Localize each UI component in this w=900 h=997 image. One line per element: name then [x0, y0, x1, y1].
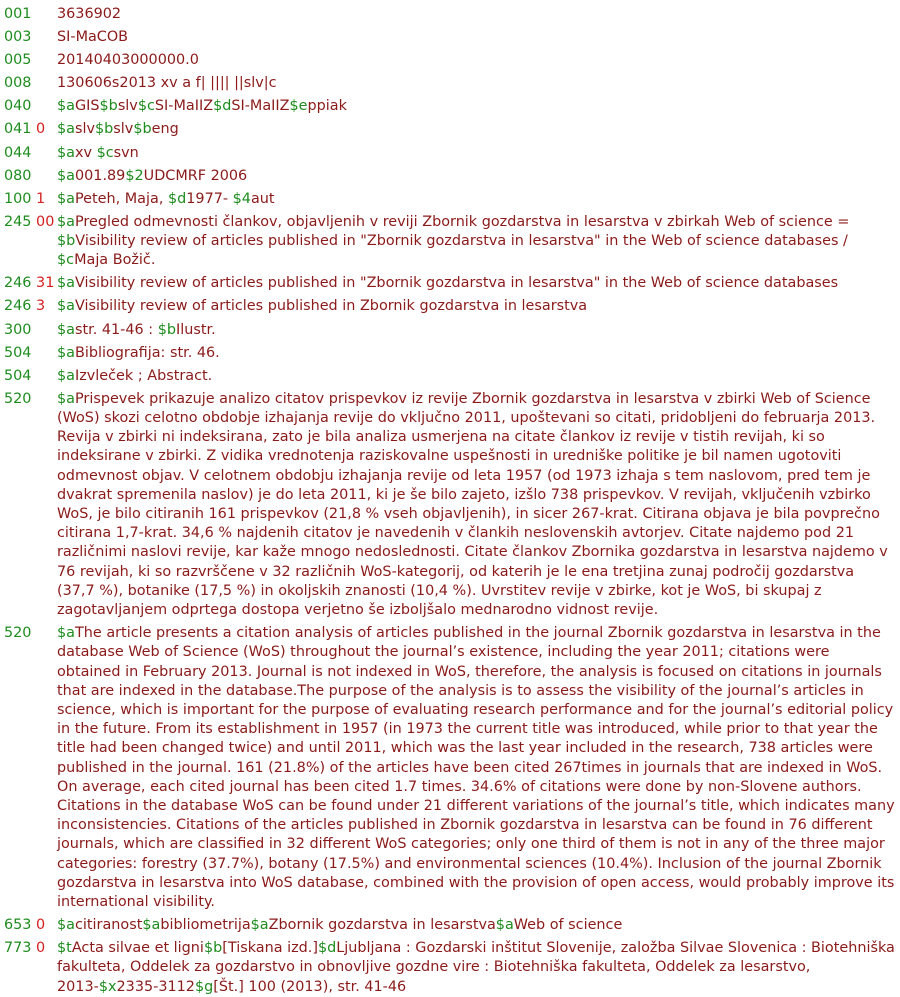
subfield-text: str. 41-46 :: [74, 321, 158, 338]
field-tag-column: [0, 321, 57, 340]
subfield-code: $a: [57, 121, 75, 138]
subfield-code: $a: [57, 321, 75, 338]
subfield-text: The article presents a citation analysis of articles published in the journal Zbornik gozdarstva in lesarstva in the database Web of Science (WoS) throughout the journal’s existence, including the year 2011; citations were obtained in February 2013. Journal is not indexed in WoS, therefore, the analysis is focused on citations in journals that are indexed in the database.The purpose of the analysis is to assess the visibility of the journal’s articles in science, which is important for the purpose of evaluating research performance and for the journal’s editorial policy in the future. From its establishment in 1957 (in 1973 the current title was introduced, while prior to that year the title had been changed twice) and until 2011, which was the last year included in the research, 738 articles were published in the journal. 161 (21.8%) of the articles have been cited 267times in journals that are indexed in WoS. On average, each cited journal has been cited 1.7 times. 34.6% of citations were done by non-Slovene authors. Citations in the database WoS can be found under 21 different variations of the journal’s title, which indicates many inconsistencies. Citations of the articles published in Zbornik gozdarstva in lesarstva can be found in 76 different journals, which are classified in 32 different WoS categories; only one third of them is not in any of the three major categories: forestry (37.7%), botany (17.5%) and environmental sciences (10.4%). Inclusion of the journal Zbornik gozdarstva in lesarstva into WoS database, combined with the provision of open access, would probably improve its international visibility.: [57, 625, 895, 910]
subfield-code: $a: [250, 917, 269, 934]
field-value: [57, 167, 900, 186]
subfield-text: UDCMRF 2006: [143, 167, 248, 184]
field-value: [57, 213, 900, 271]
field-tag-column: [0, 190, 57, 209]
subfield-text: 001.89: [74, 167, 126, 184]
subfield-code: $a: [57, 144, 75, 161]
field-tag: 044: [4, 144, 32, 161]
subfield-code: $a: [57, 190, 75, 207]
subfield-text: slv: [74, 121, 95, 138]
subfield-code: $a: [57, 298, 75, 315]
subfield-code: $a: [57, 390, 75, 407]
subfield-code: $4: [232, 190, 251, 207]
subfield-text: ppiak: [307, 98, 347, 115]
subfield-text: Visibility review of articles published in "Zbornik gozdarstva in lesarstva" in the Web of science databases /: [75, 233, 848, 250]
subfield-text: aut: [250, 190, 275, 207]
subfield-text: [Št.] 100 (2013), str. 41-46: [213, 978, 407, 995]
subfield-code: $e: [289, 98, 308, 115]
field-value: [57, 624, 900, 912]
subfield-code: $a: [57, 213, 75, 230]
subfield-text: Bibliografija: str. 46.: [74, 344, 220, 361]
control-field-value: 20140403000000.0: [57, 52, 199, 69]
field-value: [57, 5, 900, 24]
marc-field-008: [0, 74, 900, 93]
subfield-code: $a: [57, 367, 75, 384]
field-tag: 041: [4, 121, 32, 138]
field-value: [57, 321, 900, 340]
subfield-text: citiranost: [74, 917, 143, 934]
control-field-value: 130606s2013 xv a f| |||| ||slv|c: [57, 75, 277, 92]
field-indicator: 0: [36, 917, 46, 934]
field-value: [57, 51, 900, 70]
field-tag: 008: [4, 75, 32, 92]
marc-field-040: [0, 97, 900, 116]
field-value: [57, 297, 900, 316]
subfield-code: $g: [194, 978, 214, 995]
field-value: [57, 916, 900, 935]
subfield-code: $a: [142, 917, 161, 934]
subfield-code: $a: [57, 917, 75, 934]
field-tag: 080: [4, 167, 32, 184]
marc-field-504: [0, 367, 900, 386]
subfield-text: Izvleček ; Abstract.: [74, 367, 213, 384]
field-tag: 653: [4, 917, 32, 934]
field-value: [57, 274, 900, 293]
subfield-text: Ljubljana : Gozdarski inštitut Slovenije, založba Silvae Slovenica : Biotehniška fakulteta, Oddelek za gozdarstvo in obnovljive gozdne vire : Biotehniška fakulteta, Oddelek za lesarstvo, 2013-: [57, 940, 895, 995]
subfield-text: Peteh, Maja,: [74, 190, 168, 207]
subfield-code: $a: [495, 917, 514, 934]
subfield-text: Ilustr.: [175, 321, 216, 338]
subfield-text: [Tiskana izd.]: [222, 940, 318, 957]
subfield-code: $d: [213, 98, 232, 115]
field-tag: 005: [4, 52, 32, 69]
subfield-text: 1977-: [186, 190, 233, 207]
subfield-text: SI-MaIIZ: [154, 98, 214, 115]
field-tag-column: [0, 213, 57, 232]
field-tag: 100: [4, 190, 32, 207]
field-indicator: 0: [36, 121, 46, 138]
subfield-code: $a: [57, 275, 75, 292]
subfield-text: 2335-3112: [116, 978, 195, 995]
field-tag-column: [0, 28, 57, 47]
field-tag-column: [0, 297, 57, 316]
field-tag: 001: [4, 6, 32, 22]
marc-field-003: [0, 28, 900, 47]
marc-field-246: [0, 274, 900, 293]
subfield-code: $c: [57, 252, 75, 269]
field-value: [57, 939, 900, 997]
field-indicator: 3: [36, 298, 46, 315]
control-field-value: 3636902: [57, 6, 122, 22]
subfield-text: slv: [113, 121, 134, 138]
marc-field-300: [0, 321, 900, 340]
field-tag-column: [0, 916, 57, 935]
subfield-code: $2: [125, 167, 144, 184]
subfield-text: Web of science: [513, 917, 623, 934]
subfield-text: Visibility review of articles published in Zbornik gozdarstva in lesarstva: [74, 298, 588, 315]
marc-field-044: [0, 144, 900, 163]
subfield-text: GIS: [74, 98, 100, 115]
subfield-text: Zbornik gozdarstva in lesarstva: [268, 917, 496, 934]
field-tag-column: [0, 344, 57, 363]
field-indicator: 00: [36, 213, 55, 230]
subfield-text: slv: [117, 98, 138, 115]
field-tag-column: [0, 97, 57, 116]
field-value: [57, 74, 900, 93]
marc-field-100: [0, 190, 900, 209]
marc-field-520: [0, 390, 900, 620]
field-value: [57, 97, 900, 116]
marc-field-653: [0, 916, 900, 935]
field-tag-column: [0, 939, 57, 958]
field-value: [57, 190, 900, 209]
subfield-code: $d: [167, 190, 187, 207]
subfield-code: $d: [317, 940, 337, 957]
field-value: [57, 367, 900, 386]
marc-field-005: [0, 51, 900, 70]
field-tag: 003: [4, 29, 32, 46]
field-tag: 245: [4, 213, 32, 230]
subfield-code: $b: [57, 233, 76, 250]
field-tag: 300: [4, 321, 32, 338]
field-tag-column: [0, 367, 57, 386]
field-tag-column: [0, 144, 57, 163]
field-tag-column: [0, 167, 57, 186]
marc-field-080: [0, 167, 900, 186]
marc-field-773: [0, 939, 900, 997]
subfield-code: $a: [57, 98, 75, 115]
subfield-code: $a: [57, 167, 75, 184]
subfield-code: $b: [95, 121, 114, 138]
field-indicator: 1: [36, 190, 46, 207]
field-tag: 040: [4, 98, 32, 115]
subfield-text: SI-MaIIZ: [231, 98, 290, 115]
subfield-text: svn: [113, 144, 139, 161]
subfield-text: Prispevek prikazuje analizo citatov prispevkov iz revije Zbornik gozdarstva in lesarstva v zbirki Web of Science (WoS) skozi celotno obdobje izhajanja revije do vključno 2011, upoštevani so citati, pridobljeni do februarja 2013. Revija v zbirki ni indeksirana, zato je bila analiza usmerjena na citate člankov iz revije v tistih revijah, ki so indeksirane v zbirki. Z vidika vrednotenja raziskovalne uspešnosti in uredniške politike je bil namen ugotoviti odmevnost objav. V celotnem obdobju izhajanja revije od leta 1957 (od 1973 izhaja s tem naslovom, pred tem je dvakrat spremenila naslov) je do leta 2011, ki je še bilo zajeto, izšlo 738 prispevkov. V revijah, vključenih vzbirko WoS, je bilo citiranih 161 prispevkov (21,8 % vseh objavljenih), in sicer 267-krat. Citirana objava je bila povprečno citirana 1,7-krat. 34,6 % najdenih citatov je navedenih v člankih neslovenskih avtorjev. Citate najdemo pod 21 različnimi naslovi revije, kar kaže mnogo nedoslednosti. Citate člankov Zbornika gozdarstva in lesarstva najdemo v 76 revijah, ki so razvrščene v 32 različnih WoS-kategorij, od katerih je le ena tretjina zunaj področij gozdarstva (37,7 %), botanike (17,5 %) in okoljskih znanosti (10,4 %). Uvrstitev revije v zbirke, kot je WoS, bi skupaj z zagotavljanjem odprtega dostopa verjetno še izboljšalo mednarodno vidnost revije.: [57, 390, 888, 619]
field-tag: 520: [4, 625, 32, 642]
subfield-code: $b: [99, 98, 118, 115]
marc-field-041: [0, 120, 900, 139]
subfield-text: Pregled odmevnosti člankov, objavljenih v reviji Zbornik gozdarstva in lesarstva v zbirkah Web of science =: [74, 213, 850, 230]
field-tag-column: [0, 390, 57, 409]
field-tag-column: [0, 5, 57, 24]
subfield-code: $c: [96, 144, 114, 161]
subfield-code: $x: [98, 978, 117, 995]
marc-field-246: [0, 297, 900, 316]
subfield-code: $b: [203, 940, 223, 957]
field-tag: 504: [4, 344, 32, 361]
subfield-text: xv: [74, 144, 97, 161]
marc-field-520: [0, 624, 900, 912]
subfield-text: Acta silvae et ligni: [71, 940, 204, 957]
control-field-value: SI-MaCOB: [57, 29, 129, 46]
subfield-text: Maja Božič.: [74, 252, 156, 269]
subfield-code: $t: [57, 940, 72, 957]
field-tag: 246: [4, 275, 32, 292]
field-tag-column: [0, 274, 57, 293]
field-tag: 504: [4, 367, 32, 384]
field-tag: 773: [4, 940, 32, 957]
field-value: [57, 144, 900, 163]
subfield-text: Visibility review of articles published in "Zbornik gozdarstva in lesarstva" in the Web of science databases: [74, 275, 839, 292]
field-tag: 520: [4, 390, 32, 407]
field-indicator: 0: [36, 940, 46, 957]
subfield-code: $b: [133, 121, 152, 138]
field-tag-column: [0, 74, 57, 93]
field-value: [57, 390, 900, 620]
marc-field-504: [0, 344, 900, 363]
subfield-text: eng: [151, 121, 179, 138]
field-indicator: 31: [36, 275, 55, 292]
subfield-code: $a: [57, 625, 75, 642]
field-tag-column: [0, 120, 57, 139]
subfield-text: bibliometrija: [160, 917, 251, 934]
subfield-code: $c: [137, 98, 155, 115]
field-value: [57, 28, 900, 47]
field-tag: 246: [4, 298, 32, 315]
field-tag-column: [0, 51, 57, 70]
subfield-code: $a: [57, 344, 75, 361]
field-value: [57, 344, 900, 363]
marc-field-245: [0, 213, 900, 271]
field-tag-column: [0, 624, 57, 643]
field-value: [57, 120, 900, 139]
marc-field-001: [0, 5, 900, 24]
subfield-code: $b: [157, 321, 176, 338]
